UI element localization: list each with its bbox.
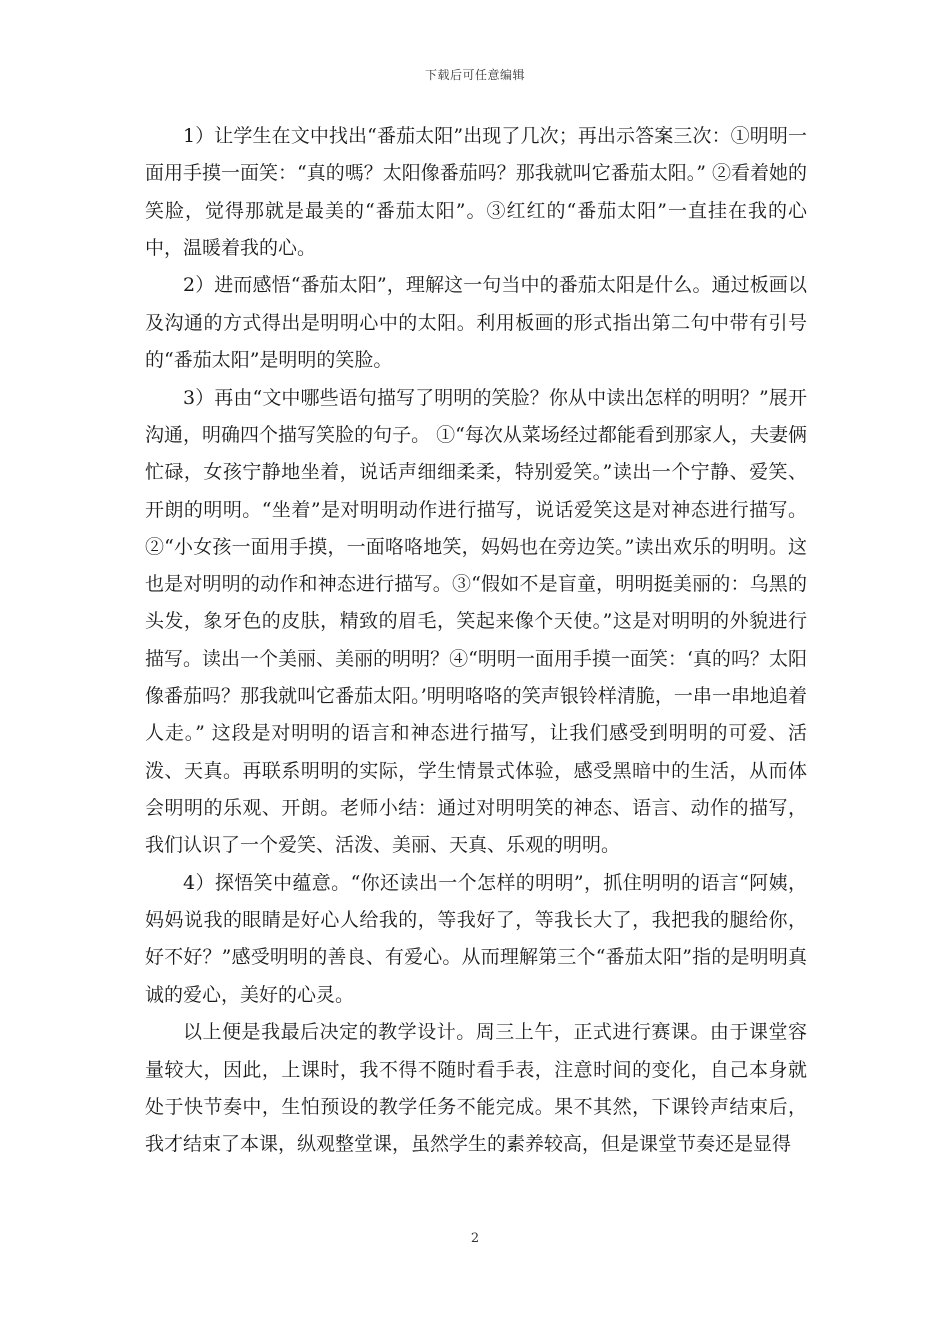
page-number: 2 xyxy=(470,1231,480,1246)
paragraph-2: 2）进而感悟“番茄太阳”，理解这一句当中的番茄太阳是什么。通过板画以及沟通的方式得出是明明心中的太阳。利用板画的形式指出第二句中带有引号的“番茄太阳”是明明的笑脸。 xyxy=(145,274,807,372)
page-header: 下载后可任意编辑 xyxy=(424,68,525,82)
document-body xyxy=(145,118,807,1164)
paragraph-5: 以上便是我最后决定的教学设计。周三上午，正式进行赛课。由于课堂容量较大，因此，上课时，我不得不随时看手表，注意时间的变化，自己本身就处于快节奏中，生怕预设的教学任务不能完成。果不其然，下课铃声结束后，我才结束了本课，纵观整堂课，虽然学生的素养较高，但是课堂节奏还是显得 xyxy=(145,1021,807,1156)
paragraph-1: 1）让学生在文中找出“番茄太阳”出现了几次；再出示答案三次：①明明一面用手摸一面笑：“真的嗎？太阳像番茄吗？那我就叫它番茄太阳。” ②看着她的笑脸，觉得那就是最美的“番茄太阳”。③红红的“番茄太阳”一直挂在我的心中，温暖着我的心。 xyxy=(145,125,807,259)
paragraph-3: 3）再由“文中哪些语句描写了明明的笑脸？你从中读出怎样的明明？”展开沟通，明确四个描写笑脸的句子。 ①“每次从菜场经过都能看到那家人，夫妻俩忙碌，女孩宁静地坐着，说话声细细柔柔，特别爱笑。”读出一个宁静、爱笑、开朗的明明。“坐着”是对明明动作进行描写，说话爱笑这是对神态进行描写。②“小女孩一面用手摸，一面咯咯地笑，妈妈也在旁边笑。”读出欢乐的明明。这也是对明明的动作和神态进行描写。③“假如不是盲童，明明挺美丽的：乌黑的头发，象牙色的皮肤，精致的眉毛，笑起来像个天使。”这是对明明的外貌进行描写。读出一个美丽、美丽的明明？④“明明一面用手摸一面笑：‘真的吗？太阳像番茄吗？那我就叫它番茄太阳。’明明咯咯的笑声银铃样清脆，一串一串地追着人走。” 这段是对明明的语言和神态进行描写，让我们感受到明明的可爱、活泼、天真。再联系明明的实际，学生情景式体验，感受黑暗中的生活，从而体会明明的乐观、开朗。老师小结：通过对明明笑的神态、语言、动作的描写，我们认识了一个爱笑、活泼、美丽、天真、乐观的明明。 xyxy=(145,386,807,857)
paragraph-4: 4）探悟笑中蕴意。“你还读出一个怎样的明明”，抓住明明的语言“阿姨，妈妈说我的眼睛是好心人给我的，等我好了，等我长大了，我把我的腿给你，好不好？”感受明明的善良、有爱心。从而理解第三个“番茄太阳”指的是明明真诚的爱心，美好的心灵。 xyxy=(145,871,807,1006)
